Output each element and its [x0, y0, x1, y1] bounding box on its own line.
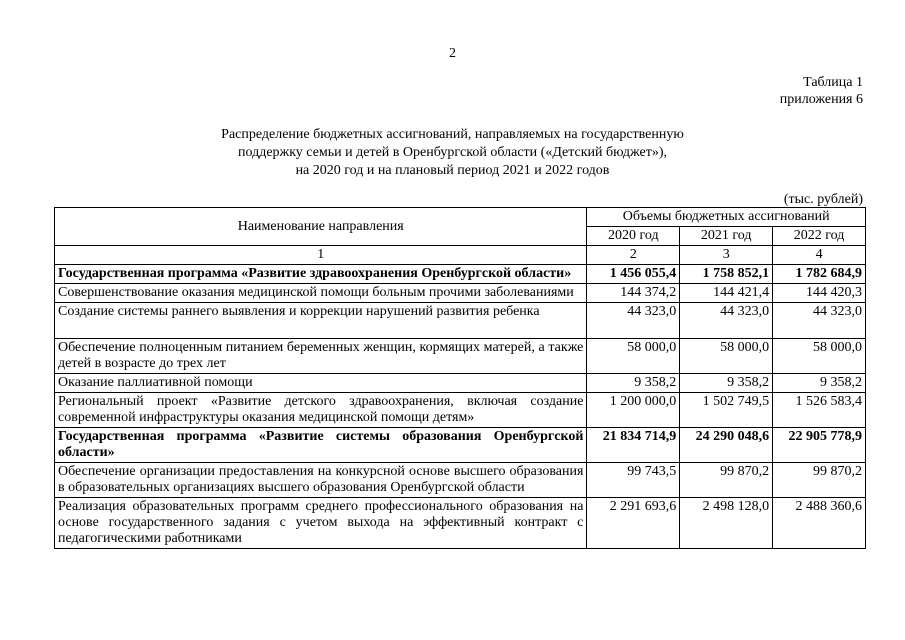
row-value-2021: 99 870,2	[680, 463, 773, 498]
header-year-2020: 2020 год	[587, 227, 680, 246]
row-value-2020: 1 456 055,4	[587, 265, 680, 284]
units-label: (тыс. рублей)	[783, 192, 863, 207]
row-value-2022: 44 323,0	[773, 303, 866, 339]
table-reference	[780, 74, 863, 108]
row-value-2021: 1 758 852,1	[680, 265, 773, 284]
row-value-2020: 9 358,2	[587, 374, 680, 393]
title-line2: поддержку семьи и детей в Оренбургской области («Детский бюджет»),	[237, 145, 668, 160]
row-value-2021: 44 323,0	[680, 303, 773, 339]
title-line3: на 2020 год и на плановый период 2021 и 2022 годов	[295, 163, 610, 178]
header-volumes: Объемы бюджетных ассигнований	[587, 208, 866, 227]
row-value-2021: 2 498 128,0	[680, 498, 773, 549]
table-row	[55, 463, 866, 498]
row-name: Региональный проект «Развитие детского здравоохранения, включая создание современной инфраструктуры оказания медицинской помощи детям»	[55, 393, 587, 428]
document-title	[0, 126, 905, 180]
row-value-2022: 1 526 583,4	[773, 393, 866, 428]
row-value-2020: 21 834 714,9	[587, 428, 680, 463]
col-number-3: 3	[680, 246, 773, 265]
row-value-2021: 24 290 048,6	[680, 428, 773, 463]
row-name: Государственная программа «Развитие системы образования Оренбургской области»	[55, 428, 587, 463]
row-name: Государственная программа «Развитие здравоохранения Оренбургской области»	[55, 265, 587, 284]
row-name: Реализация образовательных программ среднего профессионального образования на основе государственного задания с учетом выхода на эффективный контракт с педагогическими работниками	[55, 498, 587, 549]
row-name: Обеспечение организации предоставления на конкурсной основе высшего образования в образовательных организациях высшего образования Оренбургской области	[55, 463, 587, 498]
row-value-2020: 144 374,2	[587, 284, 680, 303]
row-value-2020: 1 200 000,0	[587, 393, 680, 428]
header-year-2022: 2022 год	[773, 227, 866, 246]
row-value-2020: 58 000,0	[587, 339, 680, 374]
table-row	[55, 374, 866, 393]
row-name: Создание системы раннего выявления и коррекции нарушений развития ребенка	[55, 303, 587, 339]
row-value-2022: 58 000,0	[773, 339, 866, 374]
table-row	[55, 339, 866, 374]
header-year-2021: 2021 год	[680, 227, 773, 246]
row-value-2022: 99 870,2	[773, 463, 866, 498]
row-value-2020: 44 323,0	[587, 303, 680, 339]
page-number: 2	[449, 46, 456, 61]
table-row	[55, 265, 866, 284]
row-name: Совершенствование оказания медицинской помощи больным прочими заболеваниями	[55, 284, 587, 303]
col-number-4: 4	[773, 246, 866, 265]
table-row	[55, 303, 866, 339]
table-row	[55, 428, 866, 463]
header-name: Наименование направления	[55, 208, 587, 246]
row-value-2020: 2 291 693,6	[587, 498, 680, 549]
row-value-2021: 58 000,0	[680, 339, 773, 374]
col-number-1: 1	[55, 246, 587, 265]
table-row	[55, 284, 866, 303]
row-name: Обеспечение полноценным питанием беременных женщин, кормящих матерей, а также детей в возрасте до трех лет	[55, 339, 587, 374]
table-ref-line1: Таблица 1	[803, 75, 863, 90]
row-value-2022: 9 358,2	[773, 374, 866, 393]
budget-table	[54, 207, 866, 549]
title-line1: Распределение бюджетных ассигнований, направляемых на государственную	[221, 127, 684, 142]
row-value-2020: 99 743,5	[587, 463, 680, 498]
table-row	[55, 498, 866, 549]
row-value-2022: 1 782 684,9	[773, 265, 866, 284]
table-ref-line2: приложения 6	[779, 92, 863, 107]
col-number-2: 2	[587, 246, 680, 265]
table-row	[55, 393, 866, 428]
row-value-2022: 2 488 360,6	[773, 498, 866, 549]
row-value-2022: 144 420,3	[773, 284, 866, 303]
row-value-2022: 22 905 778,9	[773, 428, 866, 463]
row-value-2021: 1 502 749,5	[680, 393, 773, 428]
row-value-2021: 9 358,2	[680, 374, 773, 393]
row-value-2021: 144 421,4	[680, 284, 773, 303]
row-name: Оказание паллиативной помощи	[55, 374, 587, 393]
